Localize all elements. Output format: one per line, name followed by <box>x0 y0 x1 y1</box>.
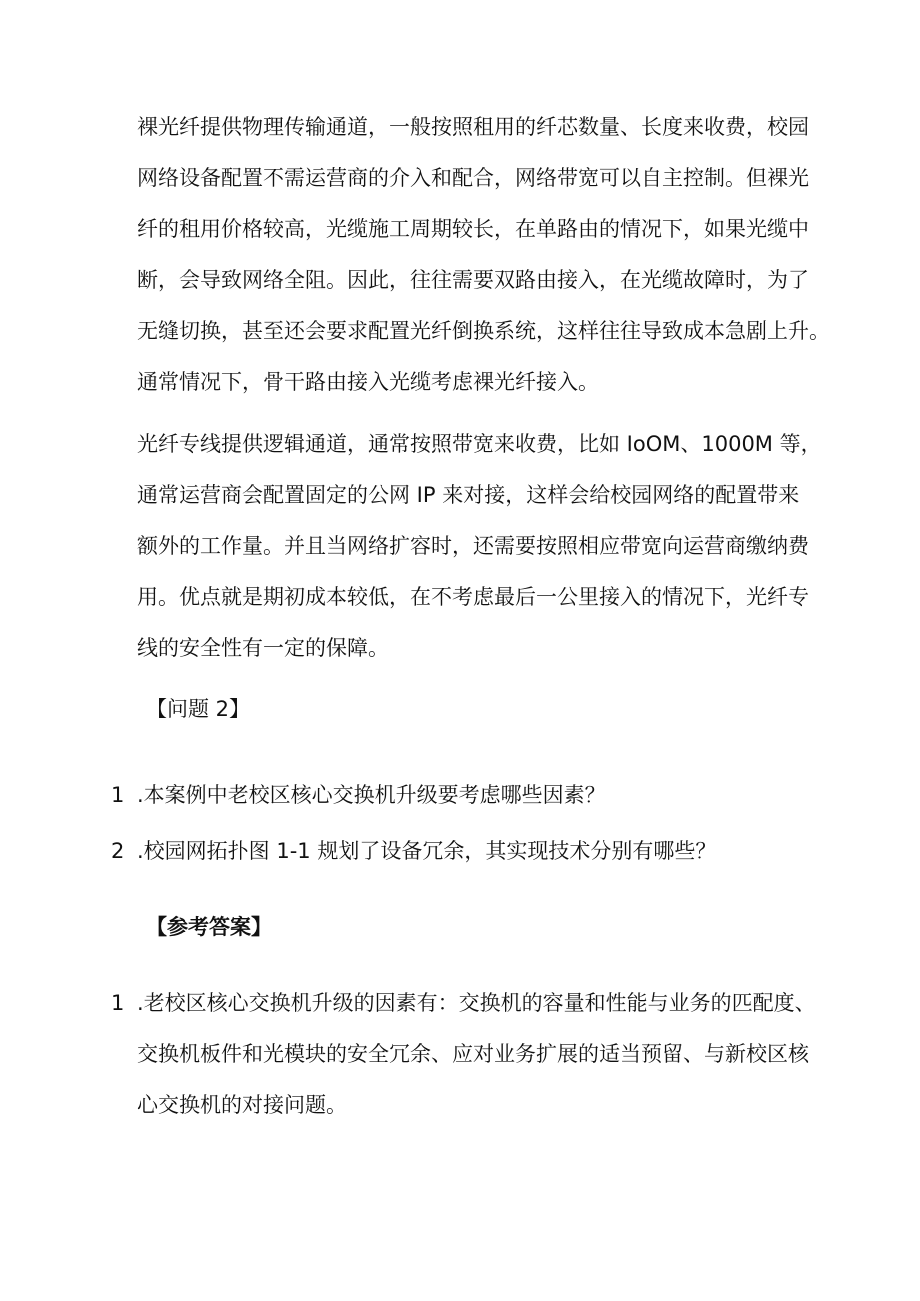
paragraph-bare-fiber <box>137 102 830 408</box>
text-line: 网络设备配置不需运营商的介入和配合，网络带宽可以自主控制。但裸光 <box>137 166 809 190</box>
item-text: .校园网拓扑图 1-1 规划了设备冗余，其实现技术分别有哪些？ <box>137 839 717 863</box>
item-text: .本案例中老校区核心交换机升级要考虑哪些因素？ <box>137 783 606 807</box>
answer-heading: 【参考答案】 <box>146 915 272 939</box>
text-line: 裸光纤提供物理传输通道，一般按照租用的纤芯数量、长度来收费，校园 <box>137 115 809 139</box>
text-line: 额外的工作量。并且当网络扩容时，还需要按照相应带宽向运营商缴纳费 <box>137 534 809 558</box>
item-number: 1 <box>111 991 125 1015</box>
answer-item-1-continuation <box>137 1029 809 1131</box>
text-line: 线的安全性有一定的保障。 <box>137 636 389 660</box>
paragraph-leased-line <box>137 419 822 674</box>
item-number: 1 <box>111 783 125 807</box>
item-number: 2 <box>111 839 125 863</box>
question-item-2 <box>111 826 716 877</box>
item-text: .老校区核心交换机升级的因素有：交换机的容量和性能与业务的匹配度、 <box>137 991 816 1015</box>
text-line: 纤的租用价格较高，光缆施工周期较长，在单路由的情况下，如果光缆中 <box>137 217 809 241</box>
text-line: 无缝切换，甚至还会要求配置光纤倒换系统，这样往往导致成本急剧上升。 <box>137 319 830 343</box>
text-line: 光纤专线提供逻辑通道，通常按照带宽来收费，比如 IoOM、1000M 等， <box>137 432 822 456</box>
text-line: 通常运营商会配置固定的公网 IP 来对接，这样会给校园网络的配置带来 <box>137 483 800 507</box>
text-line: 断，会导致网络全阻。因此，往往需要双路由接入，在光缆故障时，为了 <box>137 268 809 292</box>
text-line: 通常情况下，骨干路由接入光缆考虑裸光纤接入。 <box>137 370 599 394</box>
question-heading: 【问题 2】 <box>146 697 251 721</box>
text-line: 心交换机的对接问题。 <box>137 1093 347 1117</box>
text-line: 交换机板件和光模块的安全冗余、应对业务扩展的适当预留、与新校区核 <box>137 1042 809 1066</box>
text-line: 用。优点就是期初成本较低，在不考虑最后一公里接入的情况下，光纤专 <box>137 585 809 609</box>
question-item-1 <box>111 770 606 821</box>
answer-item-1 <box>111 978 816 1029</box>
